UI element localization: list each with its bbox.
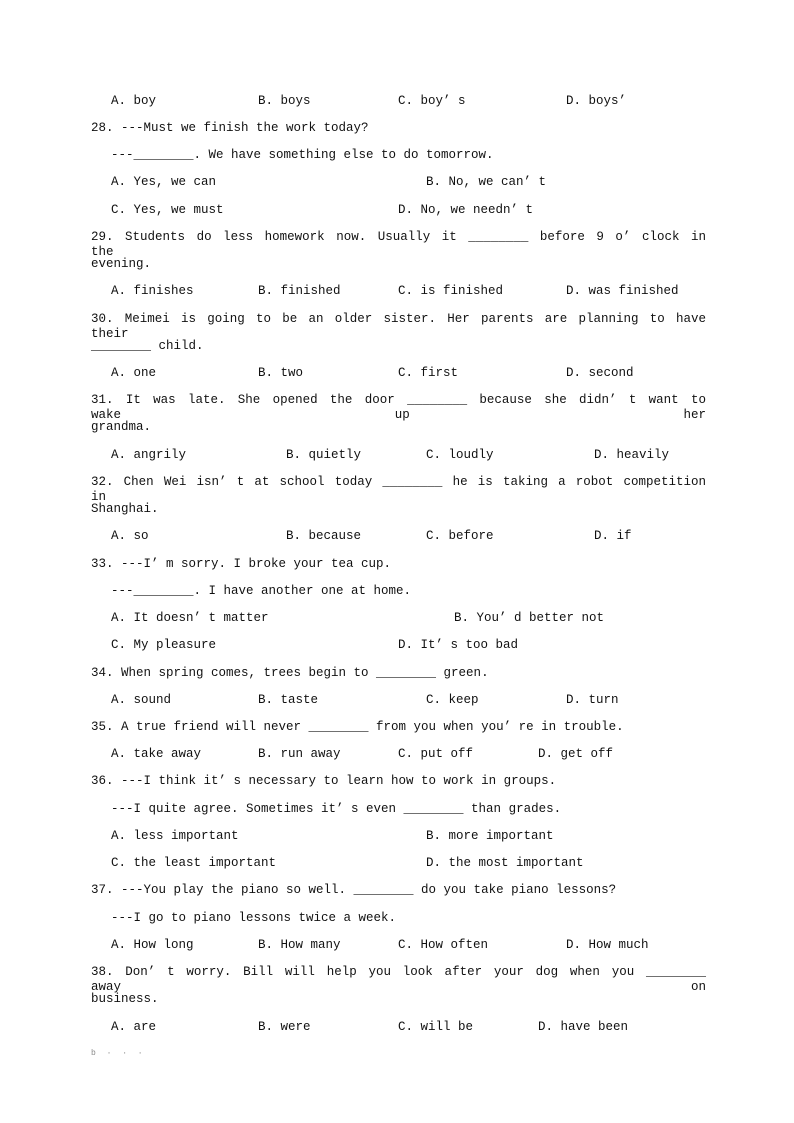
- q38-option-c: C. will be: [398, 1020, 474, 1034]
- q28-stem: 28. ---Must we finish the work today?: [91, 121, 369, 135]
- q34-option-a: A. sound: [111, 693, 172, 707]
- q37-option-b: B. How many: [258, 938, 341, 952]
- q28-option-c: C. Yes, we must: [111, 203, 224, 217]
- q29-stem: 29. Students do less homework now. Usually it ________ before 9 o’ clock in the: [91, 230, 706, 259]
- q32-option-b: B. because: [286, 529, 362, 543]
- q32-stem: 32. Chen Wei isn’ t at school today ________ he is taking a robot competition in: [91, 475, 706, 504]
- q36-reply: ---I quite agree. Sometimes it’ s even ________ than grades.: [111, 802, 562, 816]
- q30-option-a: A. one: [111, 366, 157, 380]
- q32-stem-cont: Shanghai.: [91, 502, 159, 516]
- q35-stem: 35. A true friend will never ________ from you when you’ re in trouble.: [91, 720, 624, 734]
- q27-option-a: A. boy: [111, 94, 157, 108]
- q30-stem: 30. Meimei is going to be an older sister. Her parents are planning to have their: [91, 312, 706, 341]
- q32-option-d: D. if: [594, 529, 632, 543]
- q31-option-a: A. angrily: [111, 448, 187, 462]
- q36-option-b: B. more important: [426, 829, 554, 843]
- q38-option-b: B. were: [258, 1020, 311, 1034]
- q31-option-b: B. quietly: [286, 448, 362, 462]
- q30-option-d: D. second: [566, 366, 634, 380]
- q34-option-c: C. keep: [426, 693, 479, 707]
- q36-stem: 36. ---I think it’ s necessary to learn how to work in groups.: [91, 774, 557, 788]
- q35-option-b: B. run away: [258, 747, 341, 761]
- q31-stem-cont: grandma.: [91, 420, 152, 434]
- q30-stem-cont: ________ child.: [91, 339, 204, 353]
- q38-stem-cont: business.: [91, 992, 159, 1006]
- q33-option-c: C. My pleasure: [111, 638, 217, 652]
- q30-option-b: B. two: [258, 366, 304, 380]
- q31-stem: 31. It was late. She opened the door ________ because she didn’ t want to wake up her: [91, 393, 706, 422]
- q34-stem: 34. When spring comes, trees begin to ________ green.: [91, 666, 489, 680]
- q28-option-d: D. No, we needn’ t: [398, 203, 534, 217]
- q34-option-b: B. taste: [258, 693, 319, 707]
- q38-stem: 38. Don’ t worry. Bill will help you look after your dog when you ________ away on: [91, 965, 706, 994]
- q27-option-b: B. boys: [258, 94, 311, 108]
- q27-option-c: C. boy’ s: [398, 94, 466, 108]
- q37-option-a: A. How long: [111, 938, 194, 952]
- q33-option-a: A. It doesn’ t matter: [111, 611, 269, 625]
- q31-option-c: C. loudly: [426, 448, 494, 462]
- q29-stem-cont: evening.: [91, 257, 152, 271]
- q33-reply: ---________. I have another one at home.: [111, 584, 412, 598]
- q36-option-d: D. the most important: [426, 856, 584, 870]
- q29-option-d: D. was finished: [566, 284, 679, 298]
- q37-reply: ---I go to piano lessons twice a week.: [111, 911, 397, 925]
- q35-option-c: C. put off: [398, 747, 474, 761]
- q38-option-a: A. are: [111, 1020, 157, 1034]
- bottom-text-fragment: b · · ·: [91, 1049, 146, 1055]
- q33-option-d: D. It’ s too bad: [398, 638, 519, 652]
- q36-option-c: C. the least important: [111, 856, 277, 870]
- q35-option-a: A. take away: [111, 747, 202, 761]
- q37-stem: 37. ---You play the piano so well. ________ do you take piano lessons?: [91, 883, 617, 897]
- q37-option-d: D. How much: [566, 938, 649, 952]
- q37-option-c: C. How often: [398, 938, 489, 952]
- q33-stem: 33. ---I’ m sorry. I broke your tea cup.: [91, 557, 392, 571]
- q29-option-b: B. finished: [258, 284, 341, 298]
- q34-option-d: D. turn: [566, 693, 619, 707]
- q38-option-d: D. have been: [538, 1020, 629, 1034]
- q29-option-c: C. is finished: [398, 284, 504, 298]
- q35-option-d: D. get off: [538, 747, 614, 761]
- q27-option-d: D. boys’: [566, 94, 627, 108]
- q29-option-a: A. finishes: [111, 284, 194, 298]
- q32-option-c: C. before: [426, 529, 494, 543]
- q30-option-c: C. first: [398, 366, 459, 380]
- q31-option-d: D. heavily: [594, 448, 670, 462]
- q28-option-a: A. Yes, we can: [111, 175, 217, 189]
- q28-reply: ---________. We have something else to do tomorrow.: [111, 148, 494, 162]
- q36-option-a: A. less important: [111, 829, 239, 843]
- q33-option-b: B. You’ d better not: [454, 611, 605, 625]
- q28-option-b: B. No, we can’ t: [426, 175, 547, 189]
- q32-option-a: A. so: [111, 529, 149, 543]
